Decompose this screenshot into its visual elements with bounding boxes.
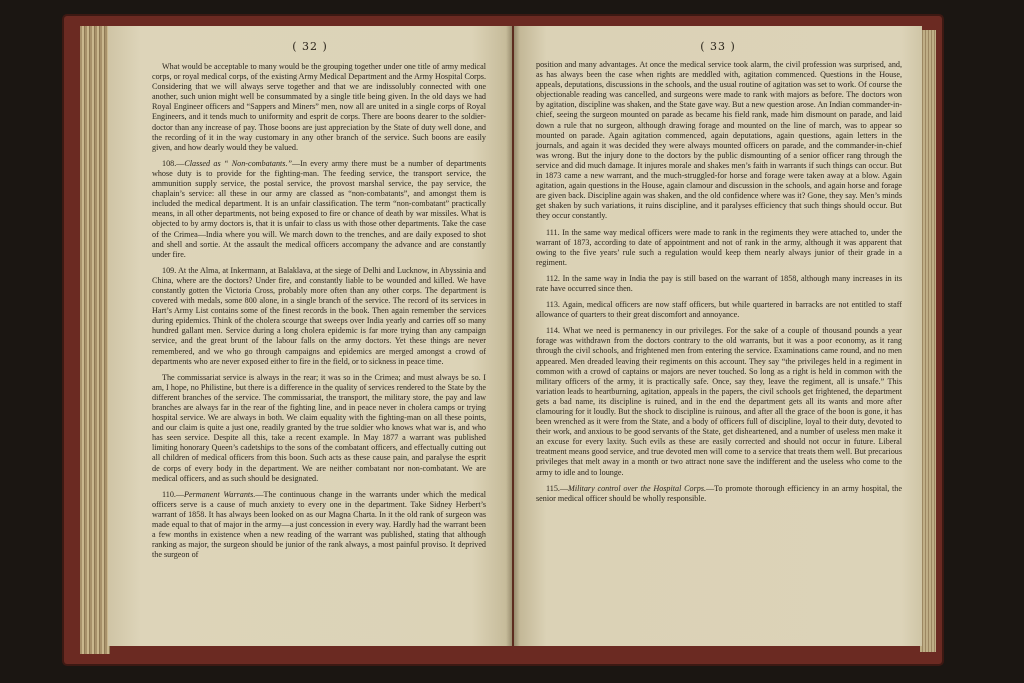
paragraph-text: —In every army there must be a number of departments whose duty is to provide for the fighting-man. The feeding service, the transport service, the ammunition supply service, the postal service, the provost marshal service, the pay service, the chaplain’s service: all these in our army are classed as “non-combatants”, and amongst them is included the medical department. It is an unfair classification. The term “non-combatant” practically means, in all other departments, not being exposed to fire or chance of death by war missiles. What is objected to by army doctors is, that it is unfair to class us with those other departments. Take the case of the Crimea—India where you will. We march down to the trenches, and are daily exposed to shot and shell and sortie. At the assault the medical officers accompany the advance and are constantly under fire.: [152, 158, 486, 259]
page-number: ( 32 ): [292, 40, 328, 53]
right-page: [514, 26, 922, 646]
paragraph-text: 109. At the Alma, at Inkermann, at Balaklava, at the siege of Delhi and Lucknow, in Abyssinia and China, where are the doctors? Under fire, and constantly liable to be wounded and killed. We have constantly gotten the Victoria Cross, probably more often than any other corps. The department is covered with medals, some 800 alone, in a single branch of the service. The record of its services in Hart’s Army List contains some of the finest records in the book. Then again remember the services during epidemics. Think of the cholera scourge that sweeps over India yearly and carries off so many hundred gallant men. Service during a long cholera epidemic is far more trying than any campaign service, and the great brunt of the labour falls on the army doctors. Yet these things are never remembered, and we who go through campaigns and epidemics are merged amongst a crowd of departments who are never exposed either to fire in the field, or to sickness in peace time.: [152, 265, 486, 366]
paragraph: [536, 326, 902, 477]
paragraph-text: The commissariat service is always in the rear; it was so in the Crimea; and must always be so. I am, I hope, no Philistine, but there is a difference in the quality of services rendered to the State by the different branches of the service. The commissariat, the transport, the military store, the pay and law branches are always far in the rear of the fighting line, and in peace never in cholera camps or trying hospital service. We are always in both. We claim equality with the fighting-man on all these points, and our claim is quite a just one, readily granted by the true soldier who knows what war is, and who has seen service. Despite all this, take a recent example. In May 1877 a warrant was published limiting honorary Queen’s cadetships to the sons of the combatant officers, and effectually cutting out all children of medical officers from this boon. Such acts as these cause pain, and paralyse the esprit de corps of every body in the department. We are neither combatant nor non-combatant. We are medical officers, and as such should be designated.: [152, 372, 486, 483]
paragraph: [536, 228, 902, 268]
paragraph-text: —To promote thorough efficiency in an army hospital, the senior medical officer should be wholly responsible.: [536, 483, 902, 503]
paragraph-text: 111. In the same way medical officers were made to rank in the regiments they were attached to, under the warrant of 1873, according to date of appointment and not of rank in the army, although it was apparent that owing to the five years’ rule such a regulation would keep them nearly always junior of their grade in a regiment.: [536, 227, 902, 267]
paragraph-text: What would be acceptable to many would be the grouping together under one title of army medical corps, or royal medical corps, of the existing Army Medical Department and the Army Hospital Corps. Considering that we will always serve together and that we are indissolubly connected with one another, such union might well be consummated by a single title being given. In the old days we had Royal Engineer officers and “Sappers and Miners” men, now all are united in a single corps of Royal Engineers, and it tends much to uniformity and esprit de corps. There are boons dearer to the soldier-doctor than any increase of pay. Those boons are just appreciation by the State of duty well done, and the recording of it in the way customary in any other branch of the service. Such boons are easily given, and how dearly would they be valued.: [152, 62, 486, 152]
paragraph-text: 114. What we need is permanency in our privileges. For the sake of a couple of thousand pounds a year forage was withdrawn from the doctors contrary to the old warrants, but it was a poor economy, as it rang through the civil schools, and frightened men from entering the service. Examinations came round, and no men appeared. Men dreaded leaving their regiments on this account. They say “the privileges held in a regiment in common with a crowd of captains or majors are never touched. So long as a right is held in common with the military officers of the army, it is practically safe. Once, say they, leave the regiment, all is unsafe.” This variation leads to heartburning, agitation, appeals in the papers, the civil schools get frightened, the department gets a bad name, its discipline is ruined, and in the end the department gets all its wants and more after clamouring for it loudly. But the shock to discipline is ruinous, and after all the grace of the boon is gone, it has been wrenched as it were from the State, and a body of officers full of discipline, loyal to their duty, devoted to their work, and anxious to be good servants of the State, get disheartened, and a number of useless men make it an excuse for every laxity. Such evils as these are easily corrected and should not occur in future. Liberal treatment means good service, and true devoted men will come to a service that treats them well. But precarious privileges that melt away in a month or two attract none save the indifferent and the useless who come to the army to idle and to lounge.: [536, 326, 902, 477]
paragraph: [152, 266, 486, 367]
page-edges-right: [920, 30, 936, 652]
paragraph-text: —The continuous change in the warrants under which the medical officers serve is a cause of much anxiety to every one in the department. Take Sidney Herbert’s warrant of 1858. It has always been looked on as our Magna Charta. In it the old rank of surgeon was made equal to that of major in the army—a just concession in every way. Hardly had the warrant been a few months in existence when a new reading of the warrant was published, stating that although ranking as major, the surgeon should be junior of the rank always, a most painful proviso. It deprived the surgeon of: [152, 489, 487, 560]
section-heading: Permanent Warrants.: [184, 489, 256, 499]
paragraph: [536, 274, 902, 294]
paragraph-text: position and many advantages. At once the medical service took alarm, the civil profession was surprised, and, as has always been the case when rights are meddled with, agitation commenced. Questions in the House, appeals, deputations, discussions in the schools, and the usual routine of agitation was set to work. Of course the objectionable reading was cancelled, and surgeons were made to rank with majors as before. The doctors won by agitation, discipline was shaken, and the State gave way. But a new question arose. An Indian commander-in-chief, seeing the surgeon mounted on parade as became his field rank, made him dismount on parade, and laid down a rule that no surgeon, although drawing forage and mounted on the line of march, was to appear so mounted on parade. Again agitation commenced, again deputations, again questions, again letters in the journals, and again it was decided they were always mounted officers on parade, and the commander-in-chief was wrong. But the injury done to the doctors by the public dismounting of a senior officer rang through the service and did much damage. It injures morale and shakes men’s faith in warrants if such things can occur. But in 1873 came a new warrant, and the much-struggled-for horse and forage were taken away at a blow. Again agitation, again questions in the House, again clamour and discussion in the schools, and again horse and forage are given back. Discipline again was shaken, and the old confidence where was it? Gone, they say. Men’s minds get shaken by such variations, it ruins discipline, and it paralyses efficiency that such things should occur. But they occur constantly.: [536, 60, 902, 221]
paragraph: [536, 60, 902, 222]
book-gutter: [506, 26, 520, 646]
section-heading: Classed as “ Non-combatants.”: [184, 158, 292, 168]
paragraph-text: 112. In the same way in India the pay is still based on the warrant of 1858, although many increases in its rate have occurred since then.: [536, 273, 902, 293]
paragraph: [152, 62, 486, 153]
paragraph: [536, 300, 902, 320]
page-text: [536, 60, 902, 510]
paragraph-text: 113. Again, medical officers are now staff officers, but while quartered in barracks are not entitled to staff allowance of quarters to their great discomfort and annoyance.: [536, 300, 902, 320]
section-number: 115.—: [546, 483, 569, 493]
left-page: [108, 26, 512, 646]
paragraph: [536, 484, 902, 504]
paragraph: [152, 490, 486, 561]
paragraph: [152, 159, 486, 260]
section-number: 108.—: [162, 158, 185, 168]
section-heading: Military control over the Hospital Corps.: [568, 483, 707, 493]
page-edges-left: [80, 26, 110, 654]
page-text: [152, 62, 486, 566]
section-number: 110.—: [162, 489, 185, 499]
paragraph: [152, 373, 486, 484]
page-number: ( 33 ): [700, 40, 736, 53]
